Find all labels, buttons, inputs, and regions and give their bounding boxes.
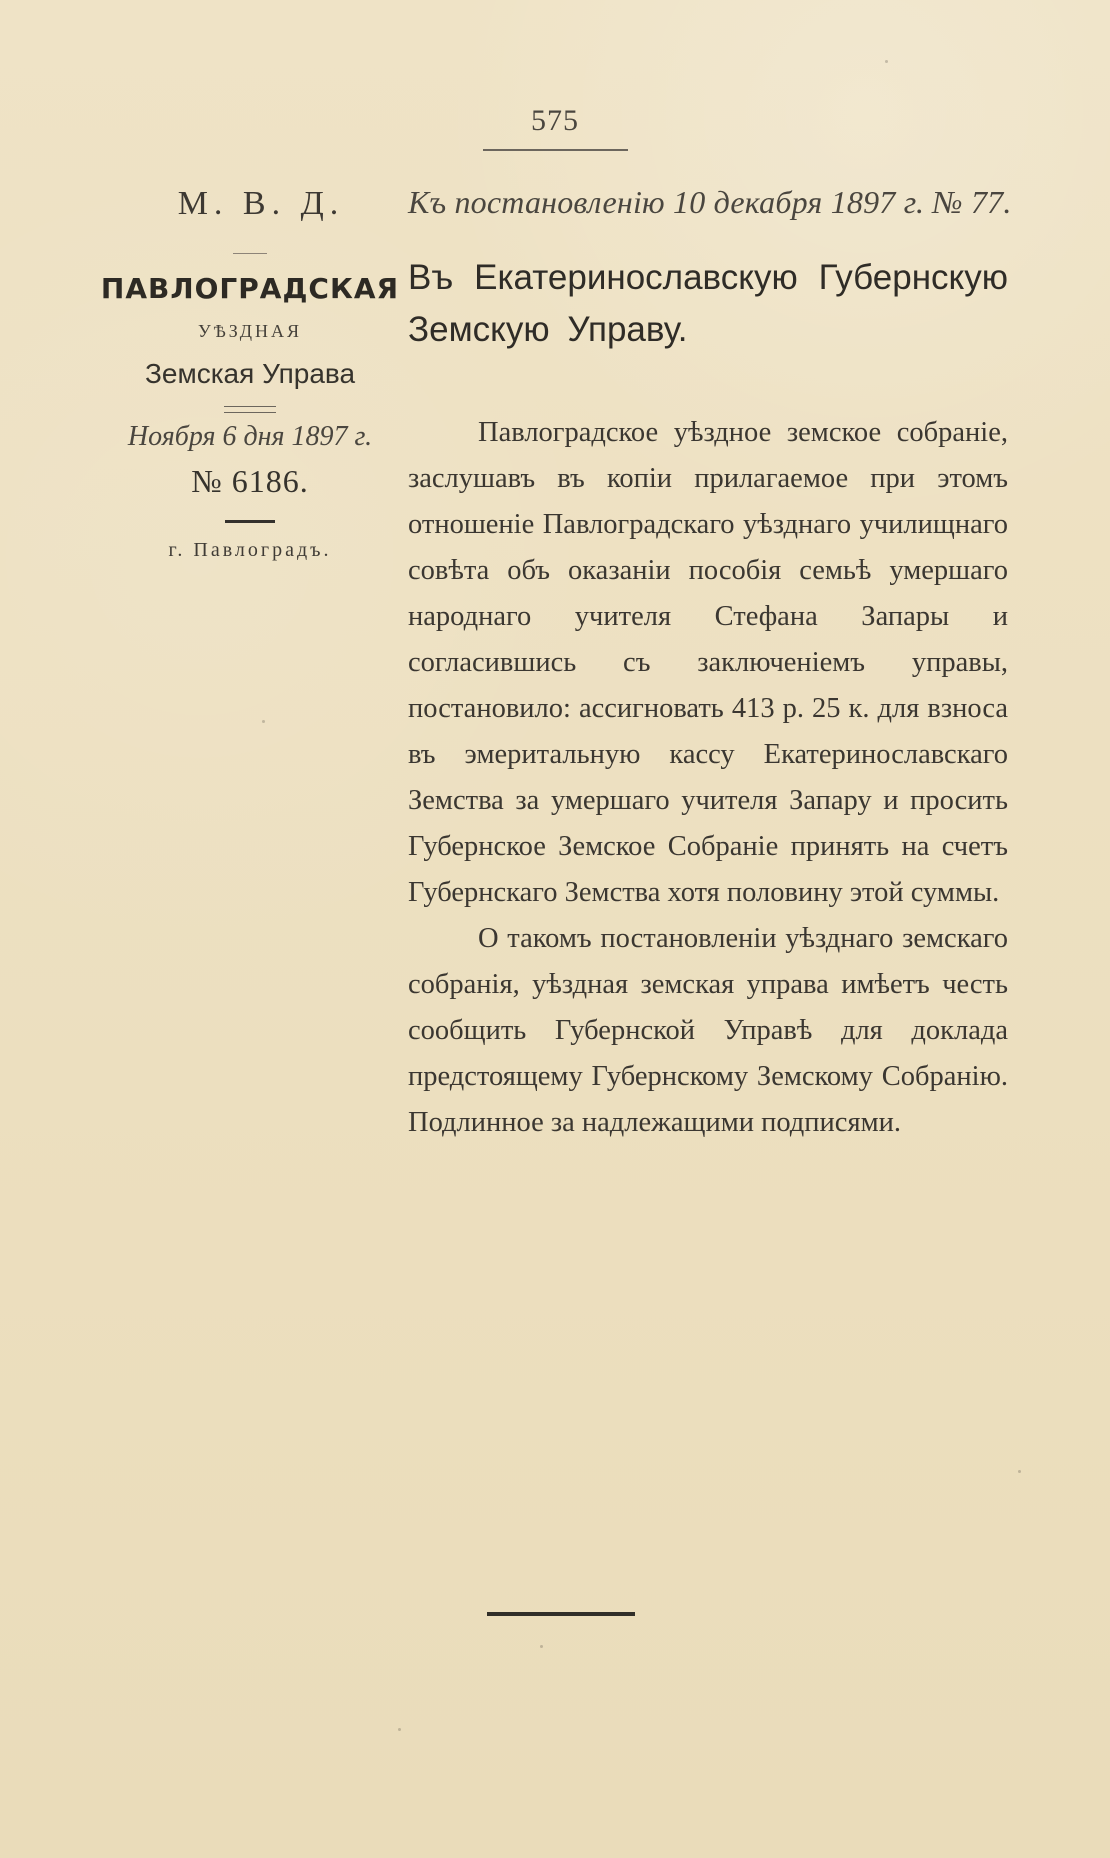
document-date: Ноября 6 дня 1897 г. — [127, 421, 373, 452]
number-rule — [225, 520, 275, 523]
department-label: М. В. Д. — [177, 185, 345, 222]
addressee-heading: Въ Екатеринославскую Губернскую Земскую Управу. — [408, 258, 1008, 349]
left-column-subtitle: УѢЗДНАЯ — [197, 321, 303, 341]
paper-speck — [262, 720, 265, 723]
page-number-rule — [483, 149, 628, 151]
paper-speck — [540, 1645, 543, 1648]
office-name: Земская Управа — [144, 358, 356, 389]
department-rule — [233, 253, 267, 254]
paper-speck — [1018, 1470, 1021, 1473]
city-label: г. Павлоградъ. — [168, 539, 332, 561]
page-number: 575 — [531, 104, 579, 137]
office-rule — [224, 406, 276, 413]
body-text — [408, 410, 1008, 1146]
paper-speck — [398, 1728, 401, 1731]
body-paragraph-1: Павлоградское уѣздное земское собраніе, заслушавъ въ копіи прилагаемое при этомъ отношеніе Павлоградскаго уѣзднаго училищнаго совѣта объ оказаніи пособія семьѣ умершаго народнаго учителя Стефана Запары и согласившись съ заключеніемъ управы, постановило: ассигновать 413 р. 25 к. для взноса въ эмеритальную кассу Екатеринославскаго Земства за умершаго учителя Запару и просить Губернское Земское Собраніе принять на счетъ Губернскаго Земства хотя половину этой суммы. — [408, 417, 1008, 908]
document-number: № 6186. — [191, 463, 309, 499]
bottom-rule — [487, 1612, 635, 1616]
resolution-reference: Къ постановленію 10 декабря 1897 г. № 77. — [408, 184, 1012, 220]
left-column — [100, 185, 400, 562]
body-paragraph-2: О такомъ постановленіи уѣзднаго земскаго собранія, уѣздная земская управа имѣетъ честь сообщить Губернской Управѣ для доклада предстоящему Губернскому Земскому Собранію. Подлинное за надлежащими подписями. — [408, 923, 1008, 1138]
left-column-title: ПАВЛОГРАДСКАЯ — [100, 272, 400, 305]
paper-speck — [885, 60, 888, 63]
